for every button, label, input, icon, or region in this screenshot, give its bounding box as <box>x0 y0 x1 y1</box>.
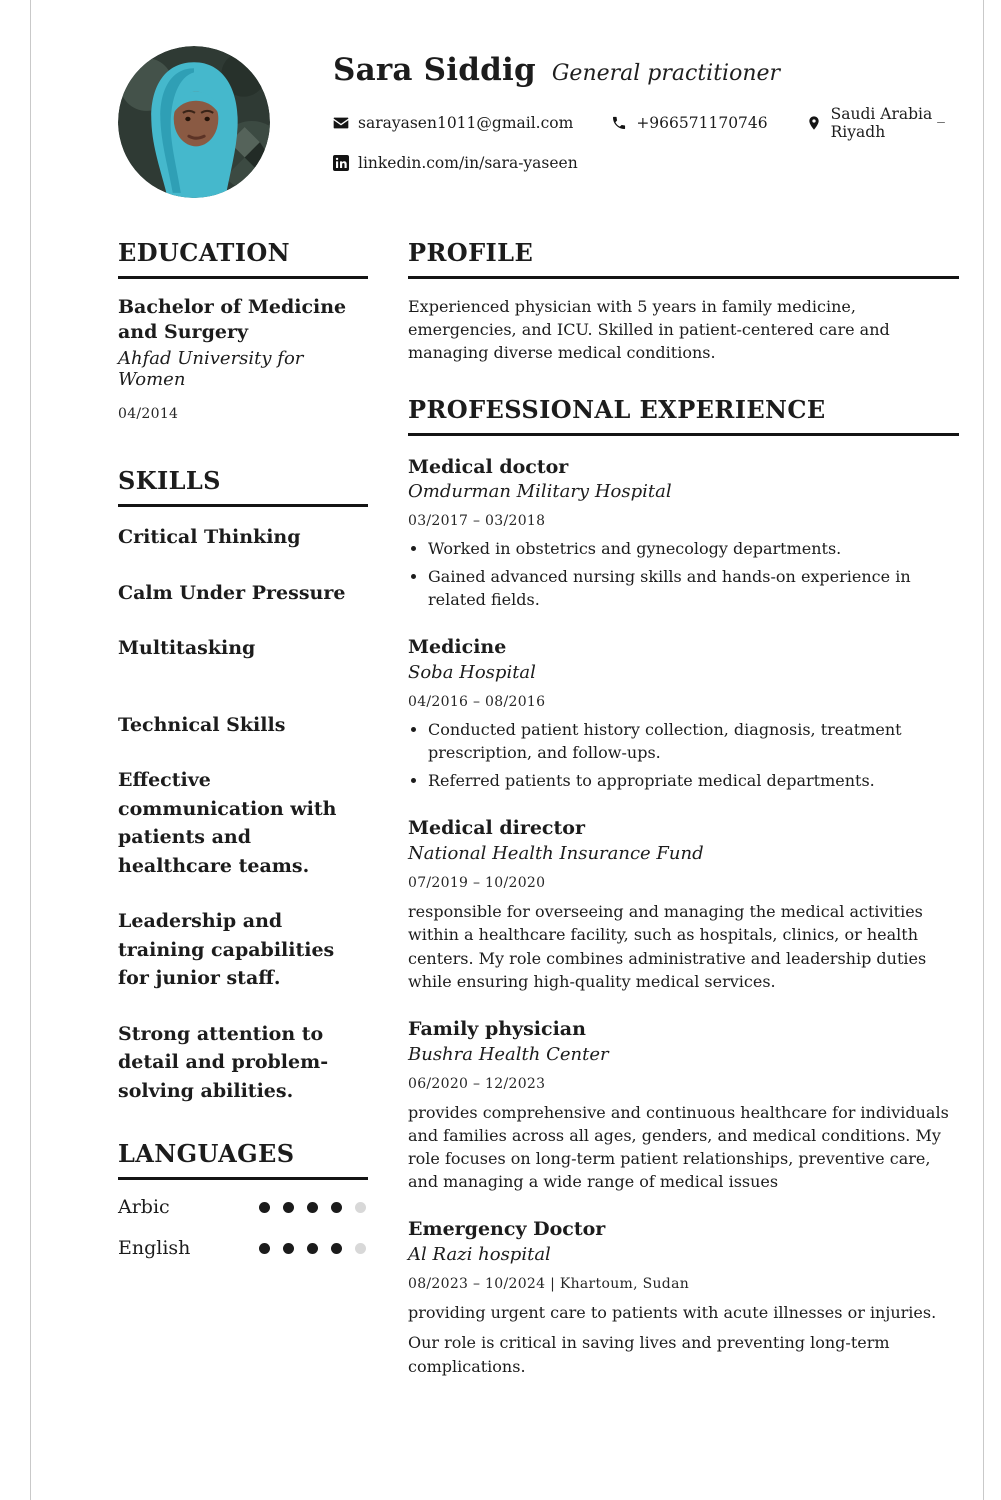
job-organization: Omdurman Military Hospital <box>408 481 672 503</box>
contact-row-1 <box>333 105 959 141</box>
job-bullet: • Referred patients to appropriate medical departments. <box>428 770 959 793</box>
skill-item: Calm Under Pressure <box>118 581 346 604</box>
languages-heading: LANGUAGES <box>118 1139 368 1180</box>
contact-row-2 <box>333 154 959 172</box>
profile-section <box>408 238 959 365</box>
contact-info <box>333 105 959 172</box>
level-dot <box>283 1202 294 1213</box>
avatar <box>118 46 270 198</box>
job-title: Medicine <box>408 636 507 659</box>
job-organization: Bushra Health Center <box>408 1043 609 1065</box>
job-description: provides comprehensive and continuous healthcare for individuals and families across all ages, genders, and medical conditions. My role focuses on long-term patient relationships, preventive care, and managing a wide range of medical issues <box>408 1102 949 1192</box>
level-dot <box>283 1243 294 1254</box>
skill-item: Multitasking <box>118 637 256 660</box>
candidate-job-title: General practitioner <box>551 61 781 86</box>
email-icon <box>333 115 349 131</box>
level-dot <box>259 1202 270 1213</box>
columns <box>118 238 959 1403</box>
job-date: 06/2020 – 12/2023 <box>408 1075 546 1092</box>
level-dot <box>331 1202 342 1213</box>
skill-item: Technical Skills <box>118 713 286 736</box>
skills-section <box>118 466 368 1105</box>
profile-heading: PROFILE <box>408 238 959 279</box>
language-level <box>259 1243 368 1254</box>
skill-item: Leadership and training capabilities for junior staff. <box>118 910 335 990</box>
skill-item: Strong attention to detail and problem-solving abilities. <box>118 1022 329 1102</box>
level-dot <box>307 1202 318 1213</box>
job-bullet-list <box>408 538 959 611</box>
language-name: Arbic <box>118 1196 170 1219</box>
job-bullet: • Gained advanced nursing skills and hands-on experience in related fields. <box>428 566 959 611</box>
job-date: 04/2016 – 08/2016 <box>408 694 546 711</box>
level-dot <box>307 1243 318 1254</box>
location-pin-icon <box>806 115 822 131</box>
job-date: 03/2017 – 03/2018 <box>408 513 546 530</box>
job-date: 07/2019 – 10/2020 <box>408 875 546 892</box>
skill-item: Effective communication with patients and healthcare teams. <box>118 769 337 877</box>
language-item <box>118 1196 368 1218</box>
job-description: responsible for overseeing and managing the medical activities within a healthcare facility, such as hospitals, clinics, or health centers. My role combines administrative and leadership duties while ensuring high-quality medical services. <box>408 902 927 991</box>
languages-section <box>118 1139 368 1259</box>
job-organization: Soba Hospital <box>408 662 536 684</box>
job-entry <box>408 1018 959 1194</box>
contact-location <box>806 105 959 141</box>
contact-phone <box>611 114 767 132</box>
job-entry <box>408 636 959 792</box>
left-column <box>118 238 368 1403</box>
job-description: providing urgent care to patients with acute illnesses or injuries. <box>408 1303 937 1323</box>
job-title: Family physician <box>408 1017 586 1040</box>
job-bullet: • Conducted patient history collection, diagnosis, treatment prescription, and follow-ups. <box>428 719 959 764</box>
language-level <box>259 1202 368 1213</box>
job-entry <box>408 817 959 993</box>
phone-icon <box>611 115 627 131</box>
resume-page <box>30 0 984 1500</box>
header-text <box>333 46 959 172</box>
education-date: 04/2014 <box>118 406 179 423</box>
contact-email <box>333 114 573 132</box>
phone-text: +966571170746 <box>636 114 768 132</box>
contact-linkedin <box>333 154 578 172</box>
job-organization: Al Razi hospital <box>408 1244 551 1266</box>
right-column <box>408 238 959 1403</box>
jobs-list <box>408 456 959 1378</box>
language-name: English <box>118 1237 191 1260</box>
education-school: Ahfad University for Women <box>118 348 304 391</box>
header <box>118 46 959 198</box>
job-organization: National Health Insurance Fund <box>408 843 704 865</box>
level-dot <box>331 1243 342 1254</box>
job-entry <box>408 456 959 612</box>
language-item <box>118 1237 368 1259</box>
job-date: 08/2023 – 10/2024 | Khartoum, Sudan <box>408 1276 690 1293</box>
education-degree: Bachelor of Medicine and Surgery <box>118 296 347 344</box>
job-bullet: • Worked in obstetrics and gynecology departments. <box>428 538 959 561</box>
level-dot <box>259 1243 270 1254</box>
name-row <box>333 52 959 88</box>
job-entry <box>408 1218 959 1377</box>
skills-heading: SKILLS <box>118 466 368 507</box>
education-section <box>118 238 368 422</box>
email-text: sarayasen1011@gmail.com <box>358 114 574 132</box>
job-description: Our role is critical in saving lives and preventing long-term complications. <box>408 1333 890 1376</box>
job-title: Emergency Doctor <box>408 1218 606 1241</box>
experience-heading: PROFESSIONAL EXPERIENCE <box>408 395 959 436</box>
level-dot <box>355 1202 366 1213</box>
job-title: Medical director <box>408 817 585 840</box>
experience-section <box>408 395 959 1378</box>
location-text: Saudi Arabia _ Riyadh <box>830 105 945 141</box>
skills-list <box>118 523 368 1105</box>
candidate-name: Sara Siddig <box>333 52 536 88</box>
level-dot <box>355 1243 366 1254</box>
skill-item: Critical Thinking <box>118 526 301 549</box>
job-bullet-list <box>408 719 959 792</box>
education-heading: EDUCATION <box>118 238 368 279</box>
profile-text: Experienced physician with 5 years in family medicine, emergencies, and ICU. Skilled in patient-centered care and managing diverse medical conditions. <box>408 297 890 363</box>
linkedin-icon <box>333 155 349 171</box>
linkedin-text: linkedin.com/in/sara-yaseen <box>358 154 578 172</box>
languages-list <box>118 1196 368 1259</box>
job-title: Medical doctor <box>408 455 569 478</box>
profile-photo <box>118 46 270 198</box>
